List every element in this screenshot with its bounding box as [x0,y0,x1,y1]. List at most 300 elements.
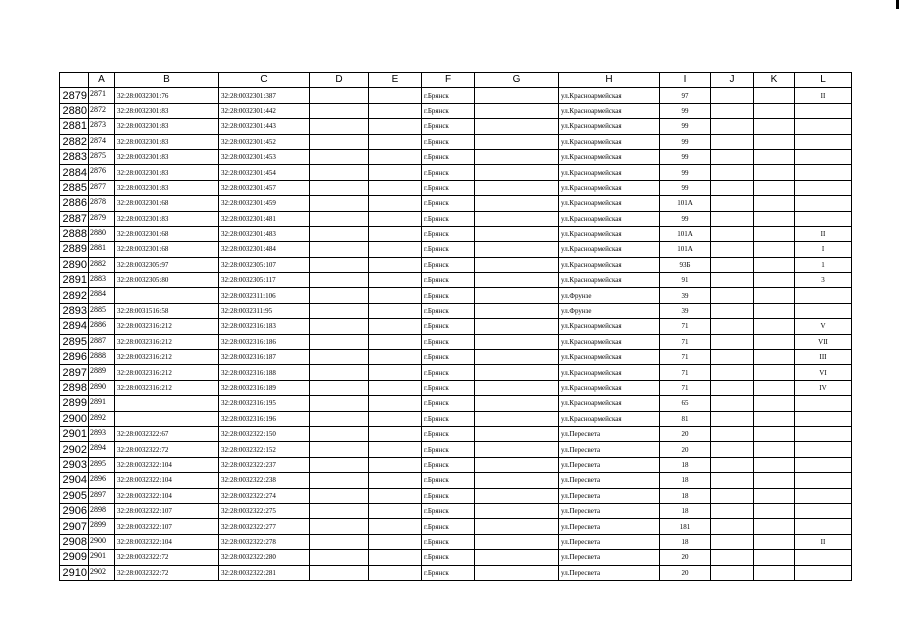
cell-b[interactable]: 32:28:0032305:80 [115,273,219,288]
cell-k[interactable] [754,350,795,365]
row-number[interactable]: 2882 [60,134,89,149]
cell-k[interactable] [754,119,795,134]
row-number[interactable]: 2902 [60,442,89,457]
cell-j[interactable] [711,396,754,411]
cell-d[interactable] [310,303,369,318]
cell-a[interactable]: 2881 [89,242,115,257]
cell-d[interactable] [310,519,369,534]
cell-j[interactable] [711,211,754,226]
cell-c[interactable]: 32:28:0032316:183 [219,319,310,334]
row-number[interactable]: 2899 [60,396,89,411]
cell-f[interactable]: г.Брянск [422,380,475,395]
cell-c[interactable]: 32:28:0032322:237 [219,457,310,472]
cell-h[interactable]: ул.Красноармейская [559,257,660,272]
cell-h[interactable]: ул.Красноармейская [559,149,660,164]
cell-b[interactable]: 32:28:0032301:68 [115,242,219,257]
cell-c[interactable]: 32:28:0032301:387 [219,88,310,103]
cell-i[interactable]: 71 [660,350,711,365]
column-header-f[interactable]: F [422,73,475,88]
cell-h[interactable]: ул.Пересвета [559,519,660,534]
cell-g[interactable] [475,273,559,288]
cell-f[interactable]: г.Брянск [422,319,475,334]
cell-d[interactable] [310,273,369,288]
cell-k[interactable] [754,334,795,349]
row-number[interactable]: 2908 [60,534,89,549]
cell-k[interactable] [754,488,795,503]
cell-c[interactable]: 32:28:0032301:484 [219,242,310,257]
cell-f[interactable]: г.Брянск [422,119,475,134]
cell-g[interactable] [475,319,559,334]
cell-h[interactable]: ул.Красноармейская [559,273,660,288]
cell-k[interactable] [754,319,795,334]
cell-f[interactable]: г.Брянск [422,273,475,288]
cell-e[interactable] [369,350,422,365]
cell-d[interactable] [310,134,369,149]
cell-d[interactable] [310,457,369,472]
cell-g[interactable] [475,180,559,195]
cell-d[interactable] [310,226,369,241]
cell-b[interactable]: 32:28:0032316:212 [115,380,219,395]
cell-c[interactable]: 32:28:0032305:117 [219,273,310,288]
cell-b[interactable]: 32:28:0032305:97 [115,257,219,272]
cell-i[interactable]: 101А [660,196,711,211]
cell-k[interactable] [754,196,795,211]
cell-f[interactable]: г.Брянск [422,288,475,303]
cell-j[interactable] [711,565,754,580]
row-number[interactable]: 2886 [60,196,89,211]
cell-c[interactable]: 32:28:0032322:274 [219,488,310,503]
row-number[interactable]: 2892 [60,288,89,303]
cell-i[interactable]: 99 [660,165,711,180]
cell-e[interactable] [369,303,422,318]
cell-k[interactable] [754,165,795,180]
cell-c[interactable]: 32:28:0032311:95 [219,303,310,318]
cell-l[interactable] [795,165,852,180]
cell-k[interactable] [754,134,795,149]
cell-l[interactable] [795,196,852,211]
cell-e[interactable] [369,442,422,457]
column-header-j[interactable]: J [711,73,754,88]
cell-k[interactable] [754,273,795,288]
row-number[interactable]: 2900 [60,411,89,426]
cell-e[interactable] [369,503,422,518]
cell-l[interactable] [795,488,852,503]
cell-g[interactable] [475,257,559,272]
cell-e[interactable] [369,257,422,272]
cell-a[interactable]: 2895 [89,457,115,472]
cell-h[interactable]: ул.Пересвета [559,565,660,580]
cell-b[interactable]: 32:28:0032301:83 [115,165,219,180]
cell-h[interactable]: ул.Красноармейская [559,165,660,180]
cell-a[interactable]: 2883 [89,273,115,288]
cell-f[interactable]: г.Брянск [422,165,475,180]
cell-g[interactable] [475,88,559,103]
cell-h[interactable]: ул.Красноармейская [559,411,660,426]
cell-g[interactable] [475,103,559,118]
cell-b[interactable] [115,411,219,426]
cell-f[interactable]: г.Брянск [422,134,475,149]
cell-g[interactable] [475,288,559,303]
cell-l[interactable]: II [795,534,852,549]
cell-a[interactable]: 2901 [89,550,115,565]
cell-j[interactable] [711,288,754,303]
row-number[interactable]: 2894 [60,319,89,334]
cell-b[interactable]: 32:28:0032316:212 [115,319,219,334]
cell-h[interactable]: ул.Красноармейская [559,88,660,103]
cell-i[interactable]: 99 [660,119,711,134]
row-number[interactable]: 2906 [60,503,89,518]
cell-a[interactable]: 2875 [89,149,115,164]
cell-i[interactable]: 81 [660,411,711,426]
cell-f[interactable]: г.Брянск [422,411,475,426]
cell-g[interactable] [475,380,559,395]
cell-k[interactable] [754,380,795,395]
cell-a[interactable]: 2878 [89,196,115,211]
cell-l[interactable] [795,473,852,488]
column-header-d[interactable]: D [310,73,369,88]
cell-e[interactable] [369,488,422,503]
cell-c[interactable]: 32:28:0032311:106 [219,288,310,303]
cell-j[interactable] [711,534,754,549]
cell-d[interactable] [310,380,369,395]
cell-j[interactable] [711,334,754,349]
cell-b[interactable]: 32:28:0032322:104 [115,534,219,549]
cell-g[interactable] [475,457,559,472]
row-number[interactable]: 2903 [60,457,89,472]
cell-a[interactable]: 2899 [89,519,115,534]
cell-i[interactable]: 93Б [660,257,711,272]
row-number[interactable]: 2887 [60,211,89,226]
row-number[interactable]: 2883 [60,149,89,164]
cell-k[interactable] [754,226,795,241]
cell-h[interactable]: ул.Пересвета [559,488,660,503]
cell-i[interactable]: 71 [660,334,711,349]
cell-j[interactable] [711,365,754,380]
cell-c[interactable]: 32:28:0032301:453 [219,149,310,164]
cell-k[interactable] [754,180,795,195]
cell-b[interactable]: 32:28:0032301:83 [115,103,219,118]
cell-c[interactable]: 32:28:0032322:275 [219,503,310,518]
cell-i[interactable]: 99 [660,149,711,164]
cell-j[interactable] [711,426,754,441]
cell-c[interactable]: 32:28:0032322:281 [219,565,310,580]
cell-l[interactable] [795,565,852,580]
cell-h[interactable]: ул.Красноармейская [559,180,660,195]
cell-f[interactable]: г.Брянск [422,149,475,164]
cell-g[interactable] [475,473,559,488]
cell-f[interactable]: г.Брянск [422,257,475,272]
cell-l[interactable] [795,519,852,534]
cell-h[interactable]: ул.Красноармейская [559,211,660,226]
cell-d[interactable] [310,550,369,565]
cell-i[interactable]: 181 [660,519,711,534]
cell-k[interactable] [754,149,795,164]
cell-i[interactable]: 20 [660,426,711,441]
cell-g[interactable] [475,411,559,426]
cell-a[interactable]: 2891 [89,396,115,411]
cell-k[interactable] [754,565,795,580]
cell-a[interactable]: 2872 [89,103,115,118]
row-number[interactable]: 2905 [60,488,89,503]
cell-j[interactable] [711,519,754,534]
cell-b[interactable]: 32:28:0032322:104 [115,457,219,472]
cell-j[interactable] [711,319,754,334]
cell-b[interactable]: 32:28:0032322:107 [115,503,219,518]
cell-c[interactable]: 32:28:0032301:452 [219,134,310,149]
cell-d[interactable] [310,565,369,580]
cell-i[interactable]: 18 [660,457,711,472]
cell-i[interactable]: 99 [660,134,711,149]
cell-e[interactable] [369,119,422,134]
cell-i[interactable]: 99 [660,180,711,195]
cell-l[interactable]: VII [795,334,852,349]
cell-i[interactable]: 20 [660,550,711,565]
cell-l[interactable]: 3 [795,273,852,288]
row-number[interactable]: 2881 [60,119,89,134]
cell-g[interactable] [475,550,559,565]
cell-l[interactable] [795,211,852,226]
cell-d[interactable] [310,503,369,518]
cell-c[interactable]: 32:28:0032316:188 [219,365,310,380]
cell-a[interactable]: 2892 [89,411,115,426]
cell-e[interactable] [369,319,422,334]
cell-k[interactable] [754,242,795,257]
cell-d[interactable] [310,257,369,272]
cell-b[interactable] [115,288,219,303]
cell-c[interactable]: 32:28:0032316:189 [219,380,310,395]
cell-j[interactable] [711,457,754,472]
cell-e[interactable] [369,149,422,164]
cell-b[interactable]: 32:28:0032322:104 [115,473,219,488]
cell-f[interactable]: г.Брянск [422,473,475,488]
cell-k[interactable] [754,365,795,380]
column-header-k[interactable]: K [754,73,795,88]
cell-b[interactable]: 32:28:0032316:212 [115,334,219,349]
cell-i[interactable]: 99 [660,211,711,226]
cell-j[interactable] [711,242,754,257]
cell-b[interactable]: 32:28:0032301:83 [115,134,219,149]
cell-h[interactable]: ул.Пересвета [559,503,660,518]
cell-e[interactable] [369,288,422,303]
row-number[interactable]: 2898 [60,380,89,395]
cell-i[interactable]: 71 [660,380,711,395]
cell-j[interactable] [711,503,754,518]
cell-a[interactable]: 2890 [89,380,115,395]
cell-d[interactable] [310,242,369,257]
cell-g[interactable] [475,519,559,534]
row-number[interactable]: 2890 [60,257,89,272]
cell-h[interactable]: ул.Пересвета [559,473,660,488]
cell-c[interactable]: 32:28:0032305:107 [219,257,310,272]
cell-h[interactable]: ул.Красноармейская [559,119,660,134]
cell-k[interactable] [754,211,795,226]
cell-h[interactable]: ул.Красноармейская [559,134,660,149]
row-number[interactable]: 2904 [60,473,89,488]
cell-l[interactable] [795,442,852,457]
cell-g[interactable] [475,365,559,380]
cell-h[interactable]: ул.Фрунзе [559,288,660,303]
cell-c[interactable]: 32:28:0032301:454 [219,165,310,180]
cell-k[interactable] [754,473,795,488]
cell-j[interactable] [711,196,754,211]
cell-g[interactable] [475,303,559,318]
cell-e[interactable] [369,334,422,349]
cell-e[interactable] [369,411,422,426]
cell-l[interactable] [795,119,852,134]
cell-d[interactable] [310,165,369,180]
cell-h[interactable]: ул.Пересвета [559,442,660,457]
cell-g[interactable] [475,211,559,226]
column-header-e[interactable]: E [369,73,422,88]
cell-l[interactable]: V [795,319,852,334]
cell-d[interactable] [310,488,369,503]
cell-e[interactable] [369,380,422,395]
cell-h[interactable]: ул.Пересвета [559,426,660,441]
cell-i[interactable]: 39 [660,303,711,318]
cell-f[interactable]: г.Брянск [422,519,475,534]
cell-b[interactable]: 32:28:0032316:212 [115,365,219,380]
cell-g[interactable] [475,488,559,503]
cell-e[interactable] [369,426,422,441]
cell-e[interactable] [369,88,422,103]
column-header-g[interactable]: G [475,73,559,88]
cell-c[interactable]: 32:28:0032316:187 [219,350,310,365]
cell-a[interactable]: 2896 [89,473,115,488]
cell-h[interactable]: ул.Красноармейская [559,103,660,118]
cell-j[interactable] [711,149,754,164]
corner-header[interactable] [60,73,89,88]
cell-f[interactable]: г.Брянск [422,242,475,257]
row-number[interactable]: 2909 [60,550,89,565]
cell-e[interactable] [369,457,422,472]
cell-f[interactable]: г.Брянск [422,442,475,457]
row-number[interactable]: 2895 [60,334,89,349]
cell-g[interactable] [475,242,559,257]
cell-a[interactable]: 2882 [89,257,115,272]
cell-h[interactable]: ул.Красноармейская [559,396,660,411]
cell-f[interactable]: г.Брянск [422,196,475,211]
cell-k[interactable] [754,426,795,441]
cell-d[interactable] [310,319,369,334]
cell-k[interactable] [754,457,795,472]
cell-l[interactable]: II [795,226,852,241]
cell-i[interactable]: 18 [660,534,711,549]
cell-d[interactable] [310,442,369,457]
column-header-b[interactable]: B [115,73,219,88]
cell-a[interactable]: 2886 [89,319,115,334]
cell-i[interactable]: 18 [660,503,711,518]
cell-b[interactable]: 32:28:0032301:68 [115,226,219,241]
cell-e[interactable] [369,396,422,411]
cell-f[interactable]: г.Брянск [422,103,475,118]
cell-g[interactable] [475,149,559,164]
cell-j[interactable] [711,303,754,318]
cell-a[interactable]: 2871 [89,88,115,103]
cell-g[interactable] [475,350,559,365]
cell-k[interactable] [754,288,795,303]
cell-g[interactable] [475,565,559,580]
cell-a[interactable]: 2873 [89,119,115,134]
cell-l[interactable] [795,457,852,472]
row-number[interactable]: 2891 [60,273,89,288]
cell-g[interactable] [475,334,559,349]
cell-k[interactable] [754,442,795,457]
cell-c[interactable]: 32:28:0032301:443 [219,119,310,134]
row-number[interactable]: 2884 [60,165,89,180]
cell-c[interactable]: 32:28:0032322:152 [219,442,310,457]
cell-b[interactable]: 32:28:0032322:67 [115,426,219,441]
cell-d[interactable] [310,180,369,195]
cell-e[interactable] [369,534,422,549]
cell-l[interactable]: II [795,88,852,103]
cell-c[interactable]: 32:28:0032301:481 [219,211,310,226]
cell-e[interactable] [369,226,422,241]
cell-j[interactable] [711,226,754,241]
cell-d[interactable] [310,119,369,134]
cell-k[interactable] [754,257,795,272]
cell-f[interactable]: г.Брянск [422,488,475,503]
cell-b[interactable]: 32:28:0032322:104 [115,488,219,503]
cell-g[interactable] [475,226,559,241]
cell-e[interactable] [369,473,422,488]
cell-a[interactable]: 2884 [89,288,115,303]
cell-l[interactable] [795,149,852,164]
cell-f[interactable]: г.Брянск [422,303,475,318]
cell-l[interactable] [795,103,852,118]
cell-l[interactable] [795,550,852,565]
cell-h[interactable]: ул.Красноармейская [559,242,660,257]
cell-a[interactable]: 2889 [89,365,115,380]
cell-l[interactable] [795,396,852,411]
cell-a[interactable]: 2902 [89,565,115,580]
cell-a[interactable]: 2887 [89,334,115,349]
cell-c[interactable]: 32:28:0032322:277 [219,519,310,534]
cell-b[interactable]: 32:28:0032322:72 [115,565,219,580]
cell-j[interactable] [711,550,754,565]
cell-l[interactable]: 1 [795,257,852,272]
cell-g[interactable] [475,426,559,441]
cell-j[interactable] [711,488,754,503]
cell-d[interactable] [310,350,369,365]
cell-h[interactable]: ул.Пересвета [559,457,660,472]
cell-d[interactable] [310,426,369,441]
cell-e[interactable] [369,565,422,580]
cell-j[interactable] [711,257,754,272]
cell-e[interactable] [369,519,422,534]
row-number[interactable]: 2901 [60,426,89,441]
cell-d[interactable] [310,396,369,411]
row-number[interactable]: 2907 [60,519,89,534]
cell-d[interactable] [310,411,369,426]
cell-j[interactable] [711,165,754,180]
cell-i[interactable]: 101А [660,226,711,241]
cell-k[interactable] [754,396,795,411]
column-header-c[interactable]: C [219,73,310,88]
cell-f[interactable]: г.Брянск [422,457,475,472]
cell-c[interactable]: 32:28:0032316:196 [219,411,310,426]
cell-e[interactable] [369,103,422,118]
cell-d[interactable] [310,211,369,226]
cell-k[interactable] [754,534,795,549]
cell-g[interactable] [475,119,559,134]
cell-l[interactable] [795,134,852,149]
cell-j[interactable] [711,380,754,395]
row-number[interactable]: 2896 [60,350,89,365]
cell-c[interactable]: 32:28:0032322:280 [219,550,310,565]
cell-f[interactable]: г.Брянск [422,503,475,518]
cell-b[interactable]: 32:28:0032301:83 [115,149,219,164]
cell-c[interactable]: 32:28:0032301:483 [219,226,310,241]
